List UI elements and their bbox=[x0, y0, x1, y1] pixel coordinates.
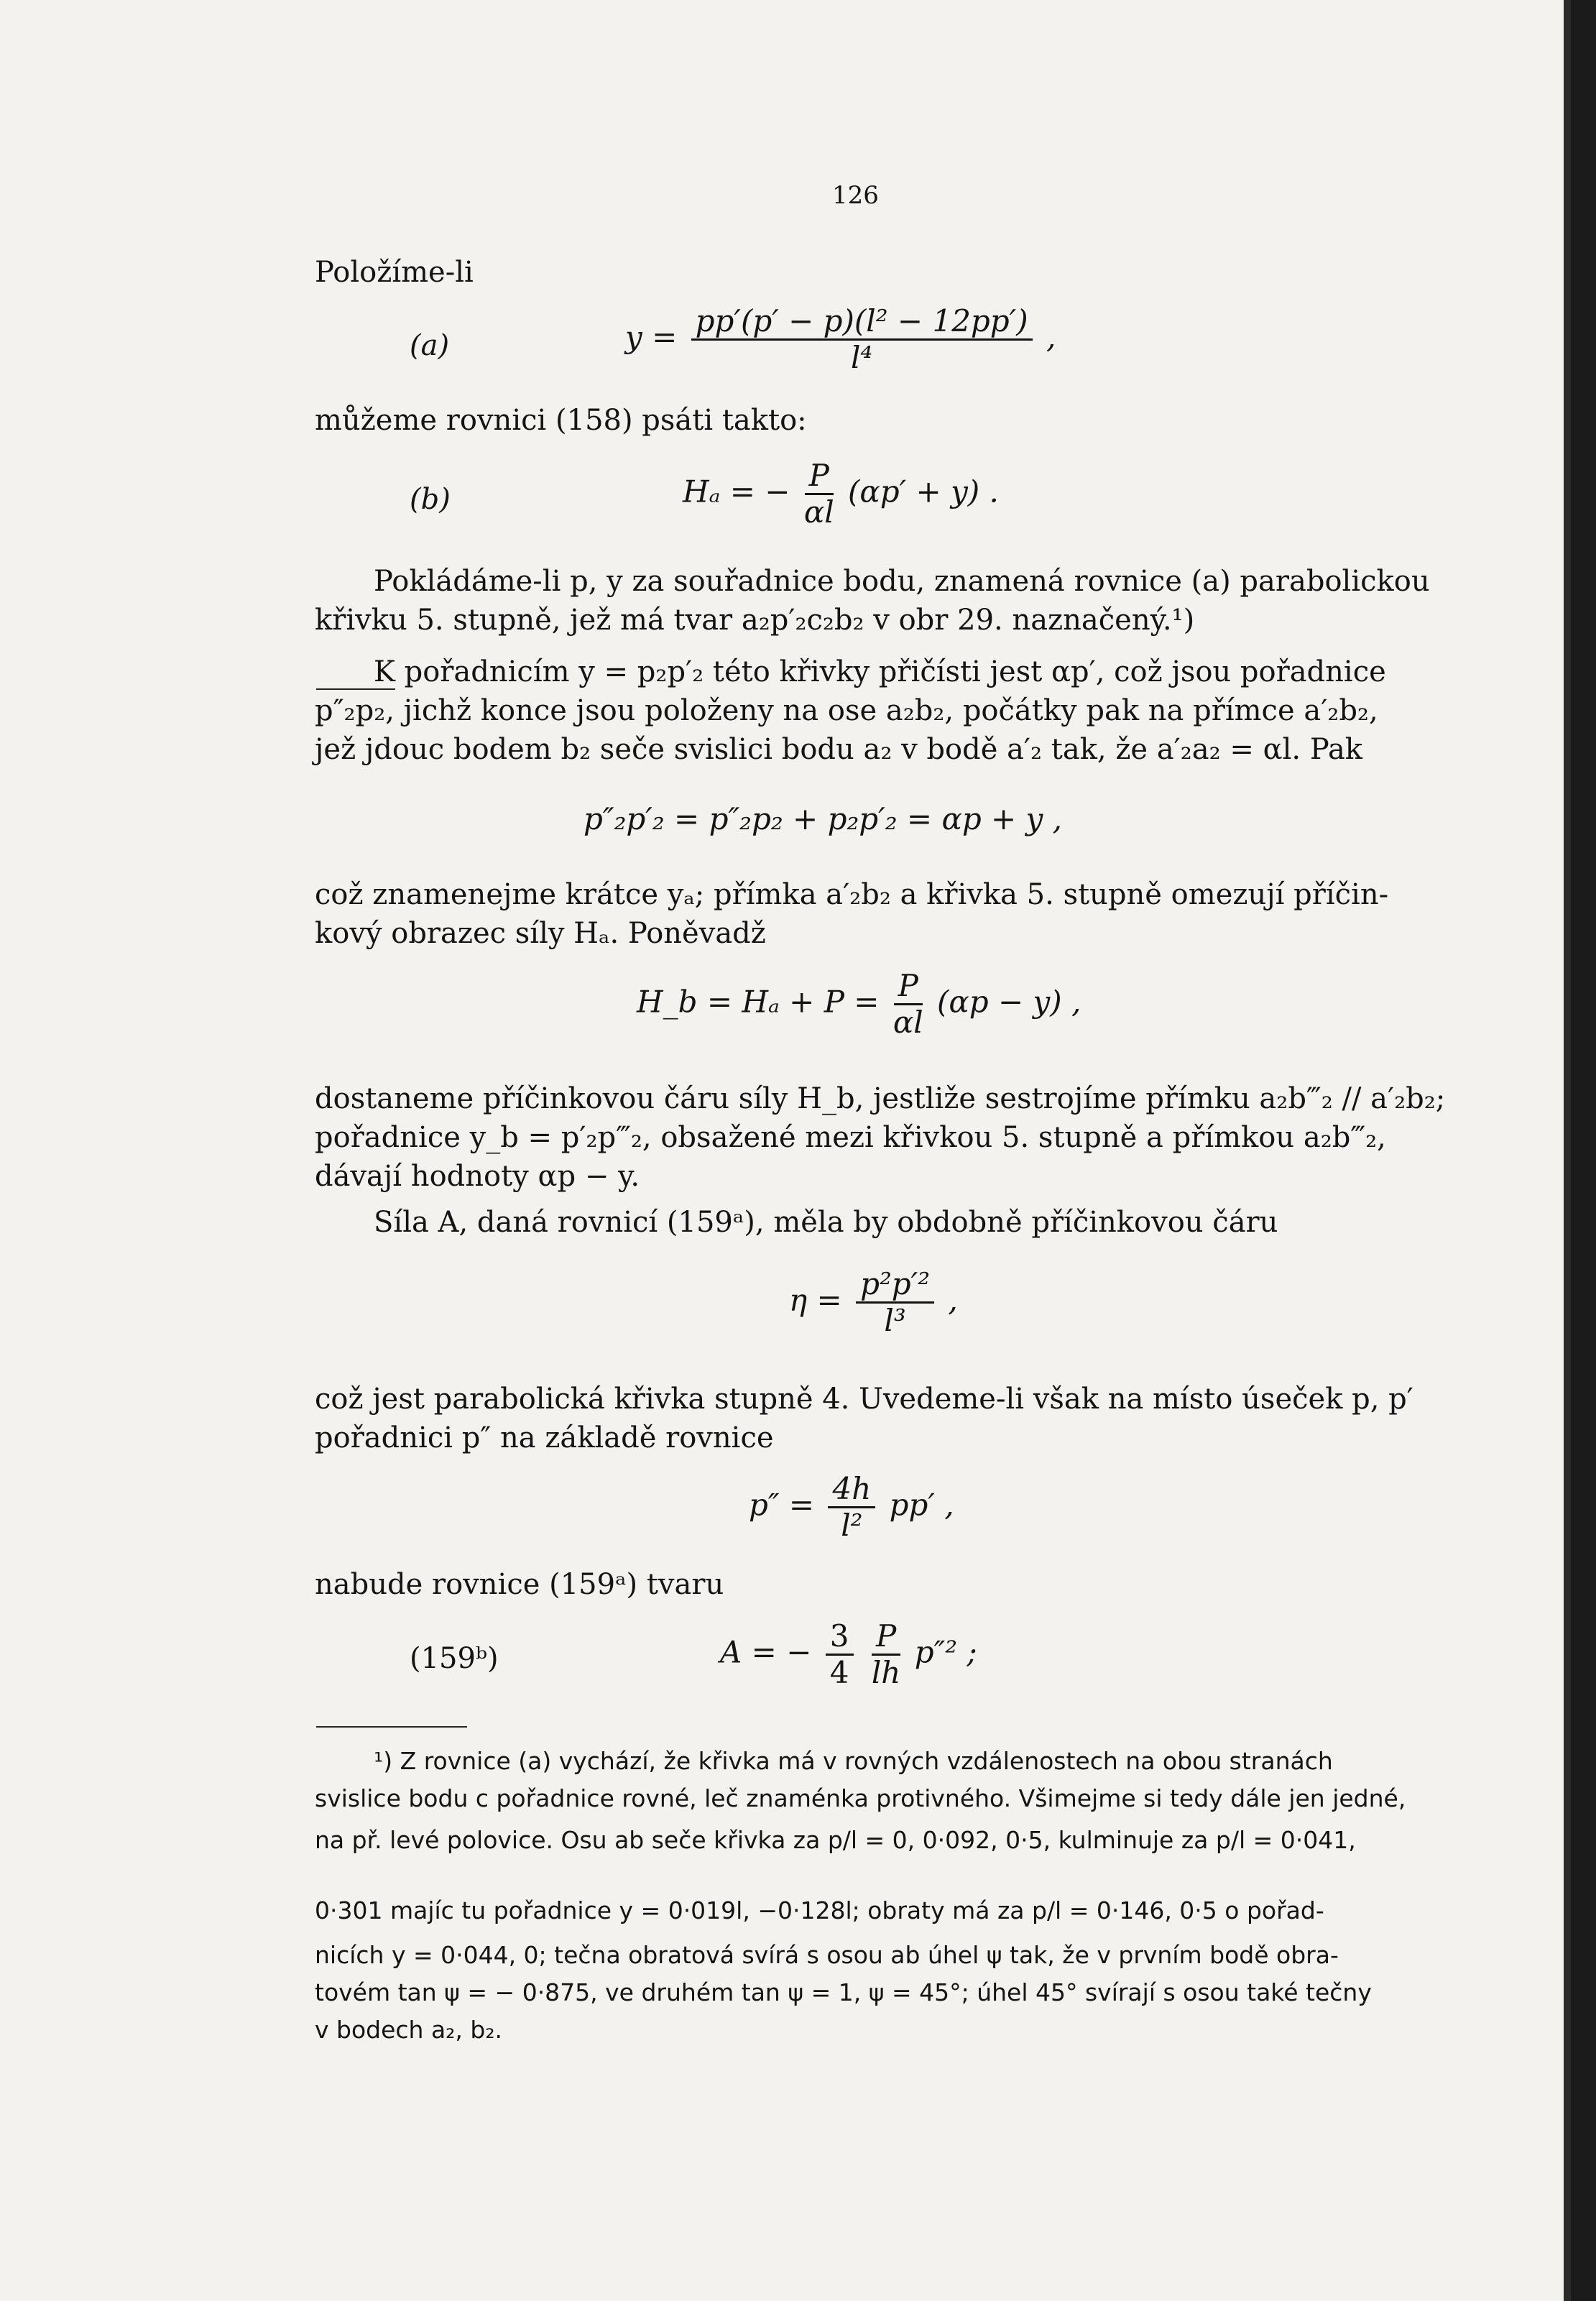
equation-a-tail: , bbox=[1046, 319, 1056, 355]
equation-d-numerator: P bbox=[894, 970, 923, 1005]
page-number: 126 bbox=[832, 181, 879, 210]
equation-a-lhs: y = bbox=[625, 319, 678, 355]
equation-b-fraction bbox=[804, 460, 834, 528]
paragraph-1-line-2: křivku 5. stupně, jež má tvar a₂p′₂c₂b₂ v obr 29. naznačený.¹) bbox=[315, 604, 1195, 637]
equation-f-lhs: p″ = bbox=[749, 1487, 815, 1523]
paragraph-2-line-2: p″₂p₂, jichž konce jsou položeny na ose a₂b₂, počátky pak na přímce a′₂b₂, bbox=[315, 694, 1378, 727]
footnote-line-2: svislice bodu c pořadnice rovné, leč znaménka protivného. Všimejme si tedy dále jen jedné, bbox=[315, 1784, 1406, 1812]
equation-d-tail: (αp − y) , bbox=[937, 984, 1081, 1020]
equation-159b-denominator-1: 4 bbox=[829, 1655, 849, 1691]
equation-e-tail: , bbox=[948, 1282, 958, 1318]
equation-b-denominator: αl bbox=[803, 494, 834, 530]
footnote-separator bbox=[316, 1726, 467, 1728]
equation-159b-denominator-2: lh bbox=[871, 1655, 901, 1691]
paragraph-3-line-1: což znamenejme krátce yₐ; přímka a′₂b₂ a křivka 5. stupně omezují příčin- bbox=[315, 878, 1389, 911]
equation-b-tail: (αp′ + y) . bbox=[848, 474, 999, 509]
paragraph-2-line-3: jež jdouc bodem b₂ seče svislici bodu a₂ v bodě a′₂ tak, že a′₂a₂ = αl. Pak bbox=[315, 733, 1363, 766]
equation-d-denominator: αl bbox=[892, 1005, 923, 1041]
equation-159b-fraction-2 bbox=[872, 1620, 900, 1689]
intro-line: Položíme-li bbox=[315, 256, 474, 289]
footnote-line-5: nicích y = 0·044, 0; tečna obratová svírá s osou ab úhel ψ tak, že v prvním bodě obra- bbox=[315, 1941, 1339, 1969]
tvar-line: nabude rovnice (159ᵃ) tvaru bbox=[315, 1568, 724, 1601]
equation-f bbox=[749, 1471, 954, 1544]
equation-159b-label: (159ᵇ) bbox=[410, 1642, 499, 1675]
equation-f-fraction bbox=[828, 1471, 875, 1544]
paragraph-6-line-1: což jest parabolická křivka stupně 4. Uvedeme-li však na místo úseček p, p′ bbox=[315, 1383, 1413, 1416]
equation-159b-numerator-1: 3 bbox=[826, 1620, 854, 1656]
footnote-line-7: v bodech a₂, b₂. bbox=[315, 2016, 503, 2044]
equation-e-fraction bbox=[856, 1268, 934, 1337]
equation-e-numerator: p²p′² bbox=[856, 1268, 934, 1304]
paragraph-3-line-2: kový obrazec síly Hₐ. Poněvadž bbox=[315, 917, 766, 950]
equation-a-fraction bbox=[691, 305, 1033, 374]
equation-b-numerator: P bbox=[805, 460, 834, 495]
paragraph-4-line-3: dávají hodnoty αp − y. bbox=[315, 1160, 640, 1193]
equation-c: p″₂p′₂ = p″₂p₂ + p₂p′₂ = αp + y , bbox=[583, 801, 1063, 836]
equation-d bbox=[637, 968, 1081, 1041]
equation-a-label: (a) bbox=[410, 329, 450, 362]
paragraph-4-line-1: dostaneme příčinkovou čáru síly H_b, jestliže sestrojíme přímku a₂b‴₂ // a′₂b₂; bbox=[315, 1082, 1446, 1115]
equation-f-tail: pp′ , bbox=[889, 1487, 954, 1523]
equation-f-denominator: l² bbox=[841, 1508, 863, 1544]
equation-e-denominator: l³ bbox=[884, 1303, 906, 1339]
equation-f-numerator: 4h bbox=[828, 1473, 875, 1508]
equation-d-lhs: H_b = Hₐ + P = bbox=[637, 984, 880, 1020]
equation-e-lhs: η = bbox=[789, 1282, 842, 1318]
equation-b bbox=[683, 460, 999, 528]
write-line: můžeme rovnici (158) psáti takto: bbox=[315, 404, 807, 437]
paragraph-5: Síla A, daná rovnicí (159ᵃ), měla by obdobně příčinkovou čáru bbox=[374, 1206, 1278, 1239]
equation-a-numerator: pp′(p′ − p)(l² − 12pp′) bbox=[691, 305, 1033, 341]
equation-159b bbox=[720, 1620, 977, 1689]
footnote-line-4: 0·301 majíc tu pořadnice y = 0·019l, −0·128l; obraty má za p/l = 0·146, 0·5 o pořad- bbox=[315, 1896, 1324, 1924]
footnote-line-3: na př. levé polovice. Osu ab seče křivka za p/l = 0, 0·092, 0·5, kulminuje za p/l = 0·041, bbox=[315, 1826, 1356, 1854]
equation-b-lhs: Hₐ = − bbox=[683, 474, 790, 509]
equation-159b-fraction-1 bbox=[826, 1620, 854, 1689]
equation-159b-numerator-2: P bbox=[872, 1620, 900, 1656]
equation-159b-lhs: A = − bbox=[720, 1634, 812, 1670]
footnote-line-1: ¹) Z rovnice (a) vychází, že křivka má v rovných vzdálenostech na obou stranách bbox=[374, 1747, 1333, 1775]
equation-e bbox=[789, 1268, 958, 1337]
equation-a-denominator: l⁴ bbox=[850, 340, 873, 376]
equation-159b-tail: p″² ; bbox=[914, 1634, 977, 1670]
equation-a bbox=[625, 305, 1056, 374]
equation-d-fraction bbox=[892, 968, 923, 1041]
paragraph-1-line-1: Pokládáme-li p, y za souřadnice bodu, znamená rovnice (a) parabolickou bbox=[374, 565, 1430, 598]
paragraph-6-line-2: pořadnici p″ na základě rovnice bbox=[315, 1421, 774, 1454]
paragraph-4-line-2: pořadnice y_b = p′₂p‴₂, obsažené mezi křivkou 5. stupně a přímkou a₂b‴₂, bbox=[315, 1121, 1386, 1154]
paragraph-2-line-1: K pořadnicím y = p₂p′₂ této křivky přičísti jest αp′, což jsou pořadnice bbox=[374, 655, 1386, 688]
overline-mark bbox=[316, 688, 395, 690]
equation-b-label: (b) bbox=[410, 483, 451, 516]
footnote-line-6: tovém tan ψ = − 0·875, ve druhém tan ψ = 1, ψ = 45°; úhel 45° svírají s osou také tečny bbox=[315, 1978, 1372, 2006]
